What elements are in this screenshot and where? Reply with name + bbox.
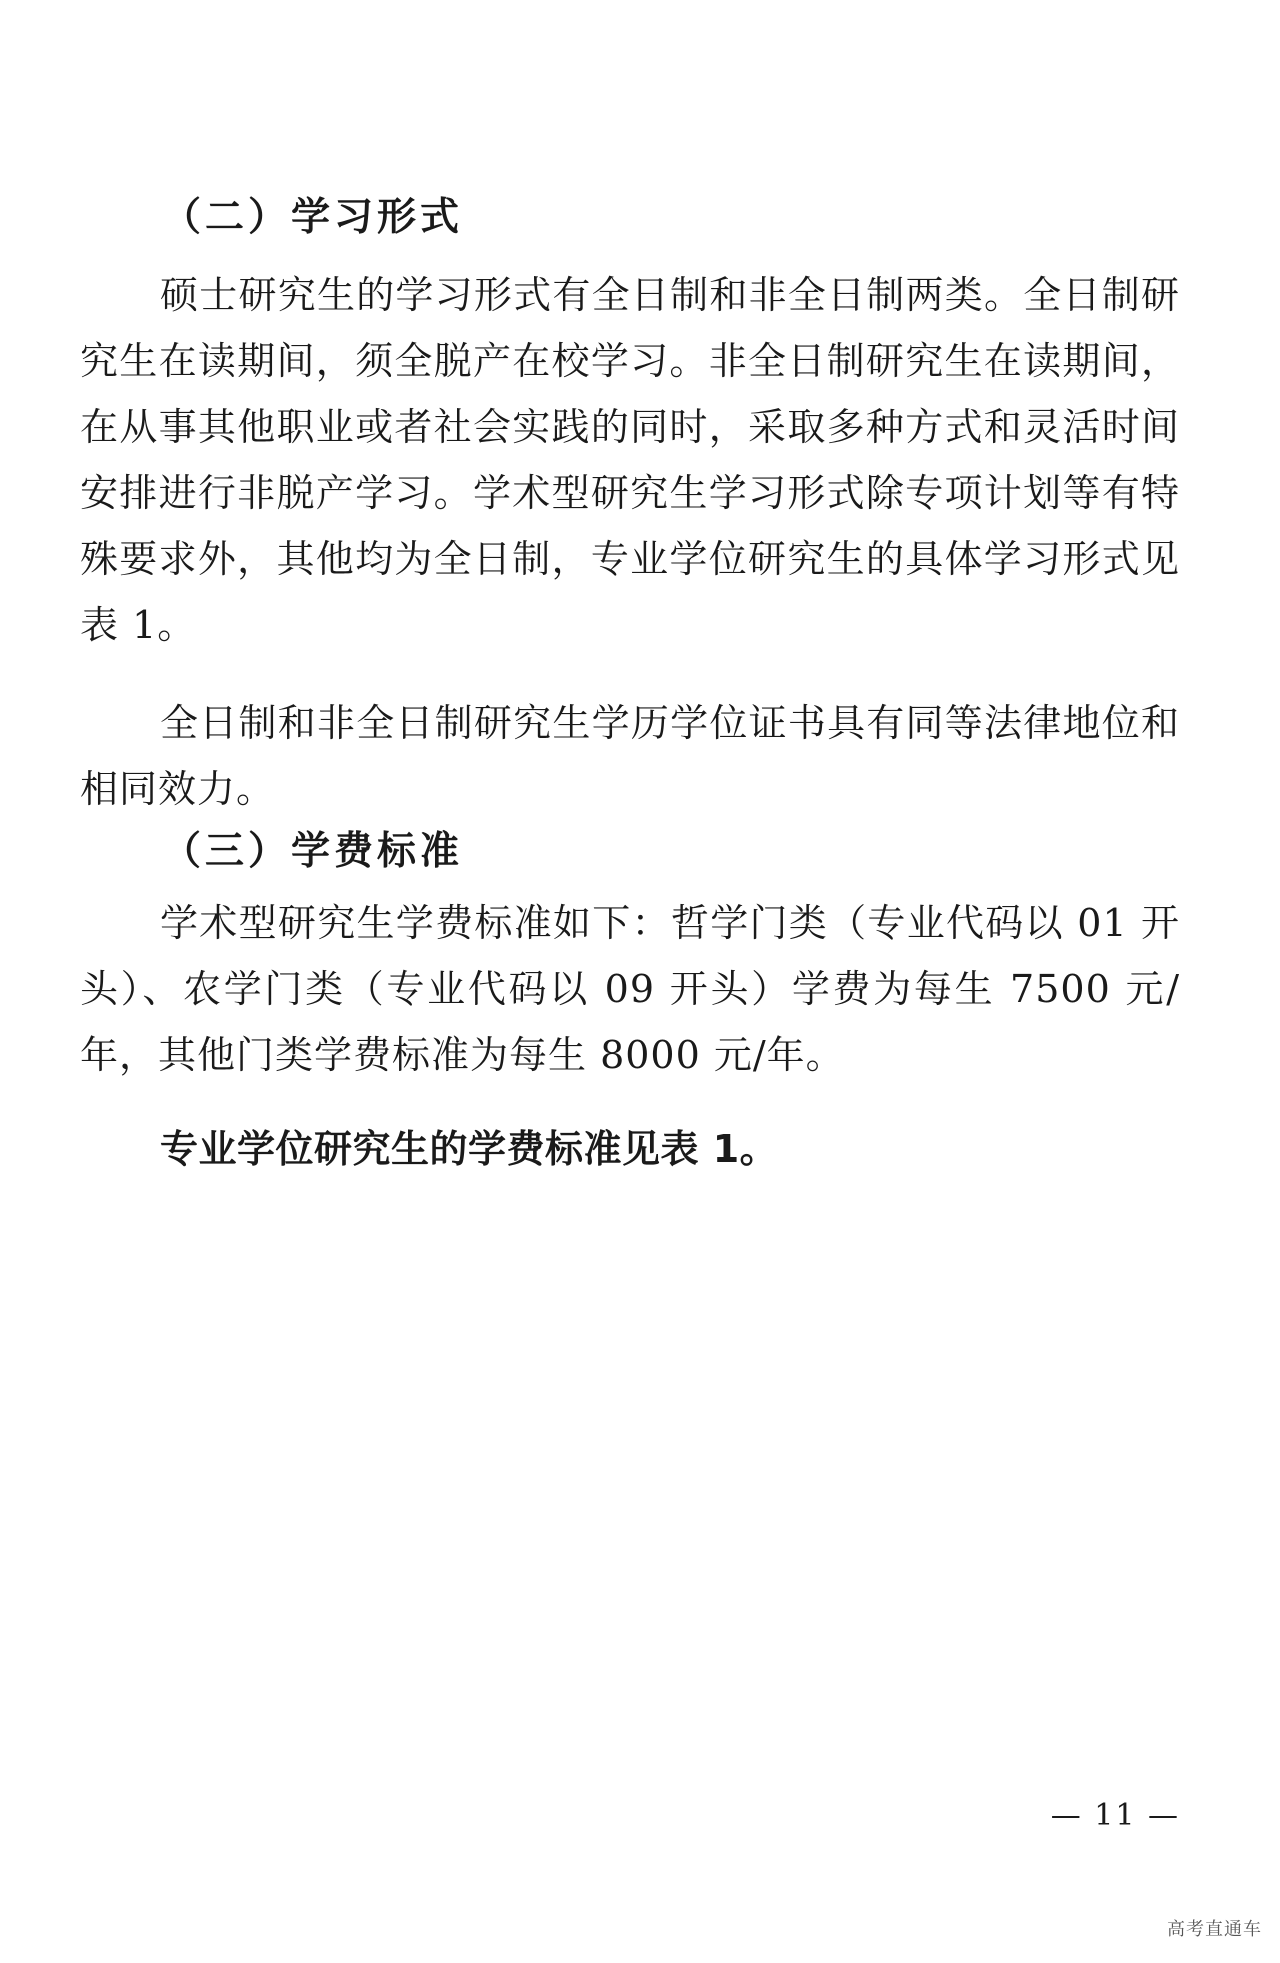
- paragraph-certificate-equivalence: 全日制和非全日制研究生学历学位证书具有同等法律地位和相同效力。: [80, 701, 1180, 811]
- paragraph-professional-tuition: 专业学位研究生的学费标准见表 1。: [160, 1127, 779, 1171]
- section-heading-tuition: （三）学费标准: [162, 829, 464, 874]
- page-number: — 11 —: [1050, 1798, 1180, 1833]
- section-heading-study-format: （二）学习形式: [162, 195, 464, 240]
- watermark-text: 高考直通车: [1167, 1919, 1262, 1940]
- paragraph-academic-tuition: 学术型研究生学费标准如下：哲学门类（专业代码以 01 开头）、农学门类（专业代码以 09 开头）学费为每生 7500 元/年，其他门类学费标准为每生 8000 元/年。: [80, 901, 1180, 1077]
- paragraph-study-format: 硕士研究生的学习形式有全日制和非全日制两类。全日制研究生在读期间，须全脱产在校学习。非全日制研究生在读期间，在从事其他职业或者社会实践的同时，采取多种方式和灵活时间安排进行非脱产学习。学术型研究生学习形式除专项计划等有特殊要求外，其他均为全日制，专业学位研究生的具体学习形式见表 1。: [80, 273, 1180, 647]
